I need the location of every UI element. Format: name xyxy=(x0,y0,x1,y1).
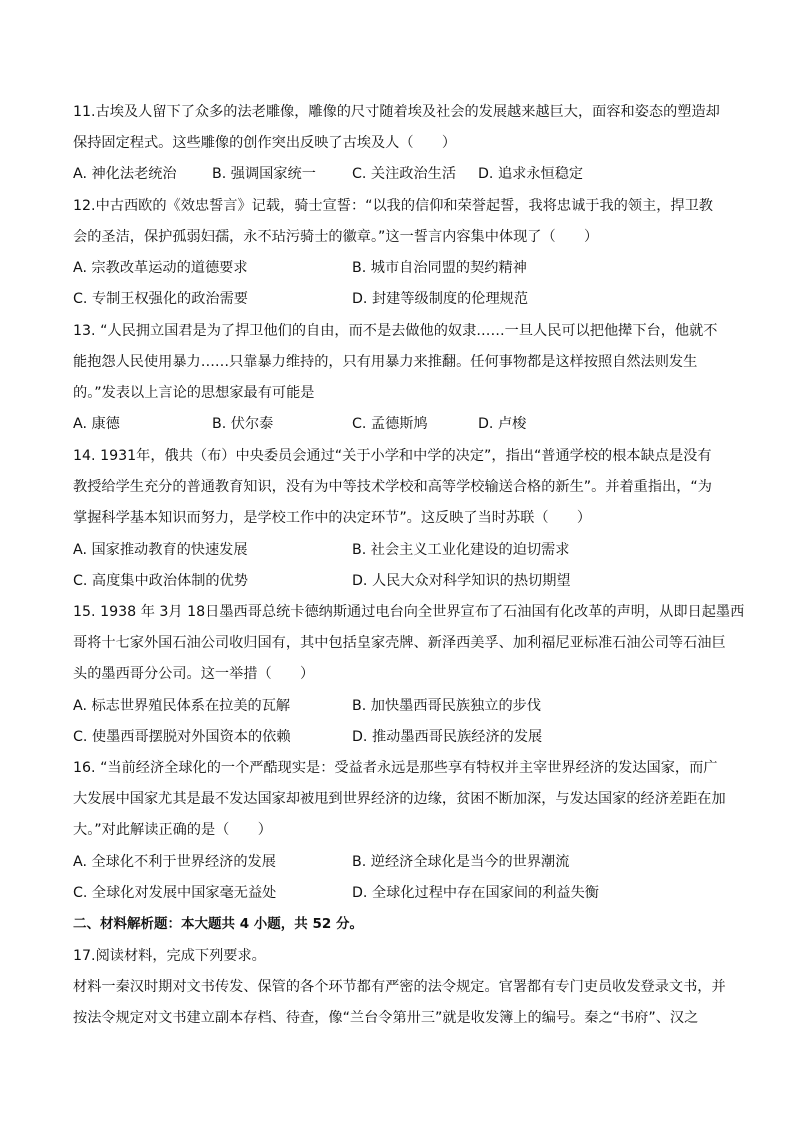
q15-stem-line-3: 头的墨西哥分公司。这一举措（ ） xyxy=(73,666,315,682)
q12-option-d: D. 封建等级制度的伦理规范 xyxy=(352,291,529,307)
q14-option-b: B. 社会主义工业化建设的迫切需求 xyxy=(352,542,570,558)
q12-stem-line-1: 12.中古西欧的《效忠誓言》记载，骑士宣誓：“以我的信仰和荣誉起誓，我将忠诚于我的领主，捍卫教 xyxy=(73,198,713,214)
q13-stem-line-1: 13. “人民拥立国君是为了捍卫他们的自由，而不是去做他的奴隶……一旦人民可以把他撵下台，他就不 xyxy=(73,323,718,339)
q17-material-line-2: 按法令规定对文书建立副本存档、待查，像“兰台令第卅三”就是收发簿上的编号。秦之“书府”、汉之 xyxy=(73,1010,699,1026)
q11-stem-line-1: 11.古埃及人留下了众多的法老雕像，雕像的尺寸随着埃及社会的发展越来越巨大，面容和姿态的塑造却 xyxy=(73,104,720,120)
q16-option-d: D. 全球化过程中存在国家间的利益失衡 xyxy=(352,885,599,901)
q11-option-b: B. 强调国家统一 xyxy=(212,166,316,182)
q13-option-c: C. 孟德斯鸠 xyxy=(352,416,428,432)
q13-stem-line-2: 能抱怨人民使用暴力……只靠暴力维持的，只有用暴力来推翻。任何事物都是这样按照自然法则发生 xyxy=(73,354,698,370)
q16-stem-line-3: 大。”对此解读正确的是（ ） xyxy=(73,822,272,838)
q15-option-c: C. 使墨西哥摆脱对外国资本的依赖 xyxy=(73,729,291,745)
q17-title: 17.阅读材料，完成下列要求。 xyxy=(73,948,266,964)
q14-option-d: D. 人民大众对科学知识的热切期望 xyxy=(352,573,571,589)
q15-stem-line-2: 哥将十七家外国石油公司收归国有，其中包括皇家壳牌、新泽西美孚、加利福尼亚标准石油公司等石油巨 xyxy=(73,635,726,651)
q16-option-a: A. 全球化不利于世界经济的发展 xyxy=(73,854,276,870)
q17-material-line-1: 材料一秦汉时期对文书传发、保管的各个环节都有严密的法令规定。官署都有专门吏员收发登录文书，并 xyxy=(73,979,726,995)
q13-option-b: B. 伏尔泰 xyxy=(212,416,274,432)
q15-stem-line-1: 15. 1938 年 3月 18日墨西哥总统卡德纳斯通过电台向全世界宣布了石油国有化改革的声明，从即日起墨西 xyxy=(73,604,745,620)
q14-option-a: A. 国家推动教育的快速发展 xyxy=(73,542,248,558)
q11-option-c: C. 关注政治生活 xyxy=(352,166,457,182)
q11-stem-line-2: 保持固定程式。这些雕像的创作突出反映了古埃及人（ ） xyxy=(73,135,457,151)
q12-option-b: B. 城市自治同盟的契约精神 xyxy=(352,260,527,276)
q14-stem-line-1: 14. 1931年，俄共（布）中央委员会通过“关于小学和中学的决定”，指出“普通学校的根本缺点是没有 xyxy=(73,448,712,464)
q12-option-c: C. 专制王权强化的政治需要 xyxy=(73,291,248,307)
q13-stem-line-3: 的。”发表以上言论的思想家最有可能是 xyxy=(73,385,315,401)
q11-option-a: A. 神化法老统治 xyxy=(73,166,177,182)
q16-option-c: C. 全球化对发展中国家毫无益处 xyxy=(73,885,277,901)
q15-option-d: D. 推动墨西哥民族经济的发展 xyxy=(352,729,543,745)
q14-stem-line-3: 掌握科学基本知识而努力，是学校工作中的决定环节”。这反映了当时苏联（ ） xyxy=(73,510,592,526)
q12-option-a: A. 宗教改革运动的道德要求 xyxy=(73,260,248,276)
q13-option-a: A. 康德 xyxy=(73,416,120,432)
q12-stem-line-2: 会的圣洁，保护孤弱妇孺，永不玷污骑士的徽章。”这一誓言内容集中体现了（ ） xyxy=(73,229,599,245)
q14-stem-line-2: 教授给学生充分的普通教育知识，没有为中等技术学校和高等学校输送合格的新生”。并着重指出，“为 xyxy=(73,479,712,495)
section-2-title: 二、材料解析题：本大题共 4 小题，共 52 分。 xyxy=(73,916,363,932)
q11-option-d: D. 追求永恒稳定 xyxy=(478,166,584,182)
q15-option-b: B. 加快墨西哥民族独立的步伐 xyxy=(352,698,542,714)
q16-option-b: B. 逆经济全球化是当今的世界潮流 xyxy=(352,854,570,870)
q14-option-c: C. 高度集中政治体制的优势 xyxy=(73,573,248,589)
q16-stem-line-2: 大发展中国家尤其是最不发达国家却被甩到世界经济的边缘，贫困不断加深，与发达国家的经济差距在加 xyxy=(73,791,726,807)
q13-option-d: D. 卢梭 xyxy=(478,416,527,432)
q15-option-a: A. 标志世界殖民体系在拉美的瓦解 xyxy=(73,698,291,714)
q16-stem-line-1: 16. “当前经济全球化的一个严酷现实是：受益者永远是那些享有特权并主宰世界经济的发达国家，而广 xyxy=(73,760,718,776)
